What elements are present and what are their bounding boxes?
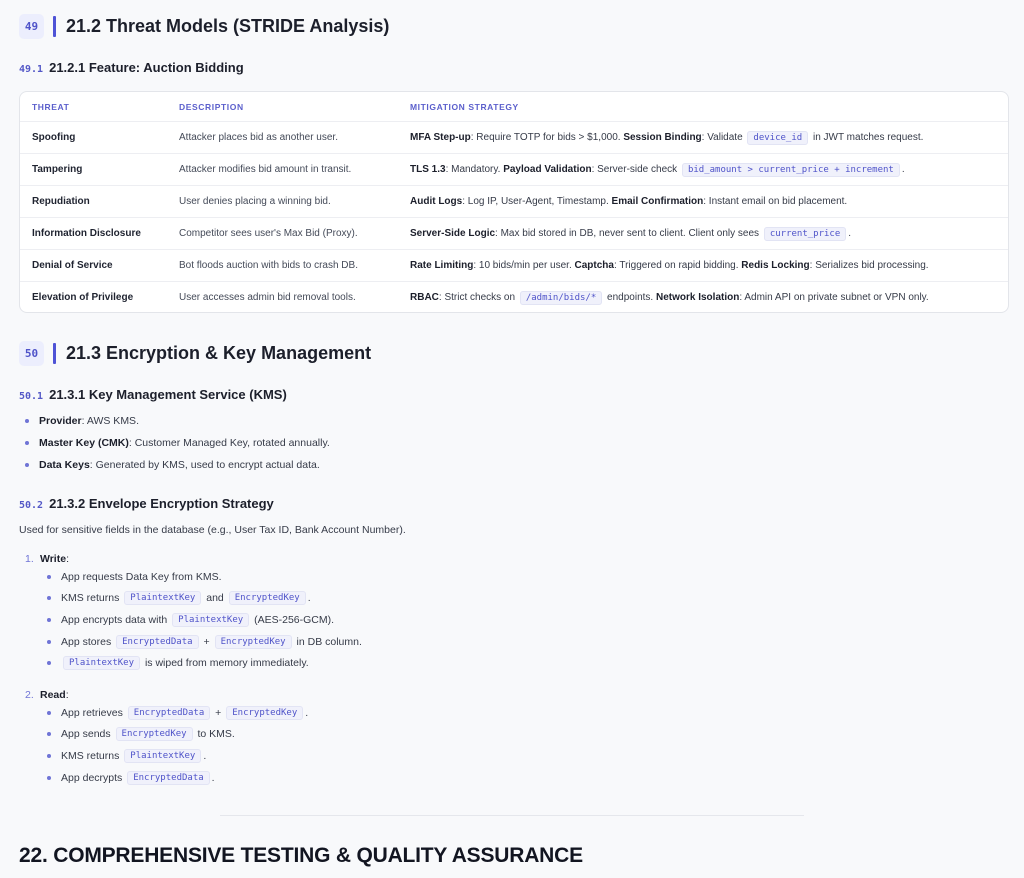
envelope-intro-text: Used for sensitive fields in the database (e.g., User Tax ID, Bank Account Number). bbox=[19, 524, 406, 536]
list-item: KMS returns PlaintextKey and EncryptedKey . bbox=[47, 588, 362, 610]
list-number: 2. bbox=[25, 689, 34, 701]
table-row bbox=[20, 217, 1008, 249]
threat-cell: Tampering bbox=[32, 164, 83, 175]
mitigation-cell: MFA Step-up: Require TOTP for bids > $1,000. Session Binding: Validate device_id in JWT matches request. bbox=[410, 132, 924, 143]
table-row bbox=[20, 121, 1008, 153]
inline-code: current_price bbox=[764, 227, 846, 241]
bullet-dot bbox=[47, 732, 51, 736]
inline-code: EncryptedKey bbox=[215, 635, 292, 649]
threat-cell: Denial of Service bbox=[32, 260, 113, 271]
threat-cell: Information Disclosure bbox=[32, 228, 141, 239]
mitigation-cell: Audit Logs: Log IP, User-Agent, Timestamp. Email Confirmation: Instant email on bid placement. bbox=[410, 196, 848, 207]
bullet-dot bbox=[25, 419, 29, 423]
list-label: Write bbox=[40, 553, 67, 565]
mitigation-cell: Rate Limiting: 10 bids/min per user. Captcha: Triggered on rapid bidding. Redis Locking: Serializes bid processing. bbox=[410, 260, 929, 271]
ordered-item-read: 2. Read : bbox=[25, 689, 69, 701]
list-item: Provider : AWS KMS. bbox=[25, 410, 330, 432]
chapter-22-title: 22. COMPREHENSIVE TESTING & QUALITY ASSURANCE bbox=[19, 844, 583, 867]
list-item: PlaintextKey is wiped from memory immediately. bbox=[47, 652, 362, 674]
section-49-header bbox=[19, 14, 389, 39]
stride-table bbox=[19, 91, 1009, 313]
bullet-dot bbox=[25, 463, 29, 467]
section-title: 21.2 Threat Models (STRIDE Analysis) bbox=[66, 16, 390, 36]
list-item: App decrypts EncryptedData . bbox=[47, 767, 308, 789]
column-header-threat: THREAT bbox=[32, 101, 70, 112]
bullet-dot bbox=[47, 776, 51, 780]
inline-code: EncryptedData bbox=[128, 706, 210, 720]
inline-code: EncryptedKey bbox=[116, 727, 193, 741]
list-item: App encrypts data with PlaintextKey (AES-256-GCM). bbox=[47, 609, 362, 631]
threat-cell: Spoofing bbox=[32, 132, 76, 143]
description-cell: Attacker places bid as another user. bbox=[179, 132, 338, 143]
mitigation-cell: RBAC: Strict checks on /admin/bids/* endpoints. Network Isolation: Admin API on private subnet or VPN only. bbox=[410, 292, 929, 303]
table-row bbox=[20, 185, 1008, 217]
list-item: Data Keys : Generated by KMS, used to encrypt actual data. bbox=[25, 454, 330, 476]
mitigation-cell: TLS 1.3: Mandatory. Payload Validation: Server-side check bid_amount > current_price + increment . bbox=[410, 164, 905, 175]
subsection-title: 21.3.1 Key Management Service (KMS) bbox=[49, 387, 287, 402]
mitigation-cell: Server-Side Logic: Max bid stored in DB, never sent to client. Client only sees current_price . bbox=[410, 228, 852, 239]
subsection-title: 21.3.2 Envelope Encryption Strategy bbox=[49, 496, 274, 511]
subsection-number: 50.2 bbox=[19, 500, 44, 511]
inline-code: EncryptedKey bbox=[229, 591, 306, 605]
bullet-dot bbox=[47, 661, 51, 665]
inline-code: PlaintextKey bbox=[63, 656, 140, 670]
inline-code: PlaintextKey bbox=[172, 613, 249, 627]
threat-cell: Elevation of Privilege bbox=[32, 292, 134, 303]
table-header-row bbox=[20, 92, 1008, 121]
inline-code: EncryptedData bbox=[116, 635, 198, 649]
write-steps-list bbox=[47, 566, 362, 674]
list-item: App sends EncryptedKey to KMS. bbox=[47, 724, 308, 746]
subsection-title: 21.2.1 Feature: Auction Bidding bbox=[49, 60, 244, 75]
description-cell: Competitor sees user's Max Bid (Proxy). bbox=[179, 228, 358, 239]
bullet-dot bbox=[47, 754, 51, 758]
subsection-49-1-header bbox=[19, 60, 244, 75]
inline-code: PlaintextKey bbox=[124, 591, 201, 605]
bullet-dot bbox=[25, 441, 29, 445]
table-row bbox=[20, 153, 1008, 185]
bullet-dot bbox=[47, 596, 51, 600]
bullet-dot bbox=[47, 640, 51, 644]
column-header-description: DESCRIPTION bbox=[179, 101, 244, 112]
list-item: App requests Data Key from KMS. bbox=[47, 566, 362, 588]
section-50-header bbox=[19, 341, 371, 366]
inline-code: device_id bbox=[747, 131, 808, 145]
read-steps-list bbox=[47, 702, 308, 788]
inline-code: bid_amount > current_price + increment bbox=[682, 163, 900, 177]
inline-code: EncryptedKey bbox=[226, 706, 303, 720]
ordered-item-write: 1. Write : bbox=[25, 553, 69, 565]
table-row bbox=[20, 249, 1008, 281]
description-cell: User denies placing a winning bid. bbox=[179, 196, 331, 207]
subsection-50-1-header bbox=[19, 387, 287, 402]
description-cell: User accesses admin bid removal tools. bbox=[179, 292, 356, 303]
inline-code: EncryptedData bbox=[127, 771, 209, 785]
table-row bbox=[20, 281, 1008, 313]
bullet-dot bbox=[47, 618, 51, 622]
section-number-badge: 49 bbox=[19, 14, 44, 39]
inline-code: PlaintextKey bbox=[124, 749, 201, 763]
section-title: 21.3 Encryption & Key Management bbox=[66, 343, 372, 363]
list-label: Read bbox=[40, 689, 66, 701]
description-cell: Bot floods auction with bids to crash DB. bbox=[179, 260, 358, 271]
column-header-mitigation: MITIGATION STRATEGY bbox=[410, 101, 519, 112]
subsection-50-2-header bbox=[19, 496, 274, 511]
list-item: Master Key (CMK) : Customer Managed Key, rotated annually. bbox=[25, 432, 330, 454]
threat-cell: Repudiation bbox=[32, 196, 90, 207]
section-divider bbox=[220, 815, 804, 816]
bullet-dot bbox=[47, 575, 51, 579]
kms-list bbox=[25, 410, 330, 476]
list-item: App retrieves EncryptedData + EncryptedKey . bbox=[47, 702, 308, 724]
description-cell: Attacker modifies bid amount in transit. bbox=[179, 164, 352, 175]
section-accent-bar bbox=[53, 343, 56, 364]
list-item: App stores EncryptedData + EncryptedKey in DB column. bbox=[47, 631, 362, 653]
section-number-badge: 50 bbox=[19, 341, 44, 366]
inline-code: /admin/bids/* bbox=[520, 291, 602, 305]
list-number: 1. bbox=[25, 553, 34, 565]
list-item: KMS returns PlaintextKey . bbox=[47, 745, 308, 767]
subsection-number: 50.1 bbox=[19, 391, 44, 402]
section-accent-bar bbox=[53, 16, 56, 37]
bullet-dot bbox=[47, 711, 51, 715]
subsection-number: 49.1 bbox=[19, 64, 44, 75]
